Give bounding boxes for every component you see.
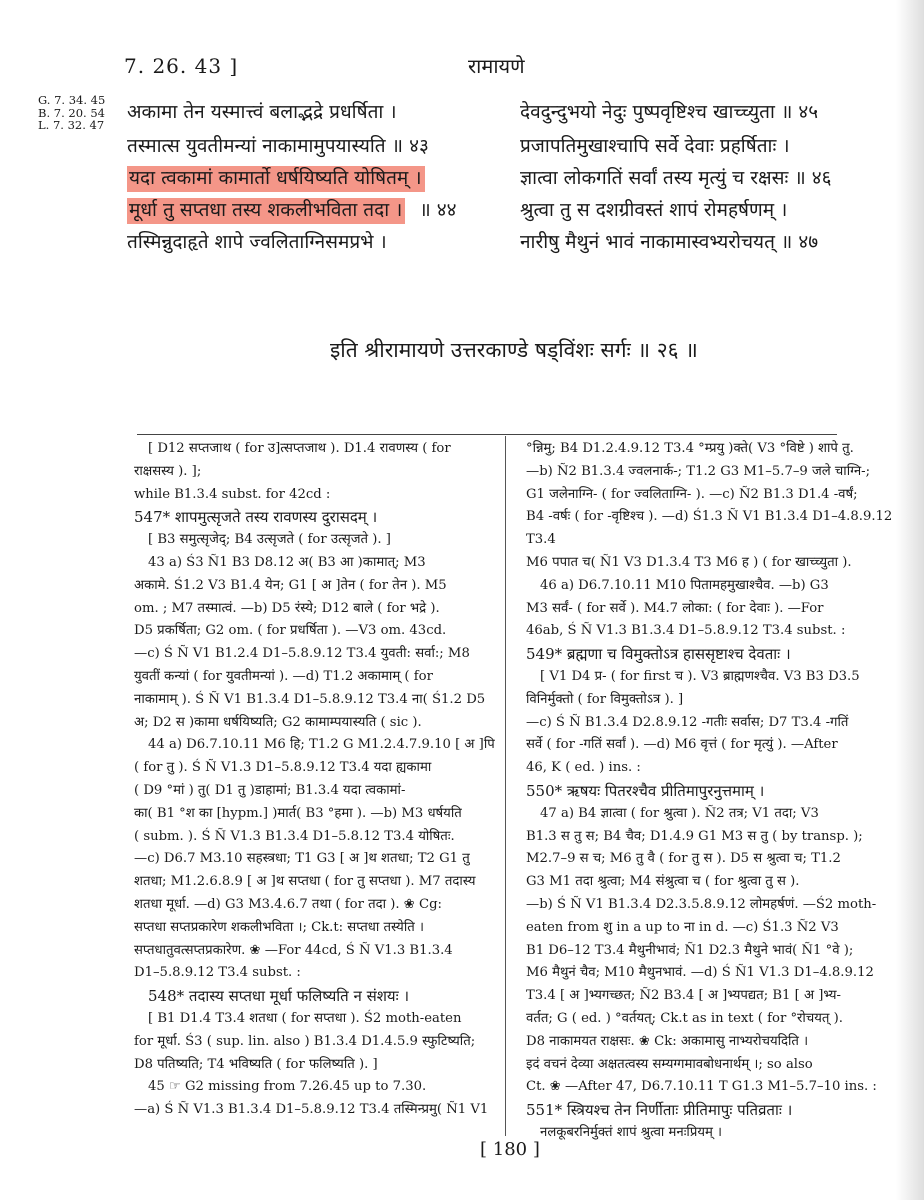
verse-number: ॥ ४४ <box>419 199 457 221</box>
note-line: for मूर्धा. Ś3 ( sup. lin. also ) B1.3.4 D1.4.5.9 स्फुटिष्यति; <box>134 1033 476 1049</box>
note-line: D1–5.8.9.12 T3.4 subst. : <box>134 965 301 981</box>
note-line: वर्तत; G ( ed. ) °वर्तयत्; Ck.t as in text ( for °रोचयत् ). <box>526 1010 843 1026</box>
section-reference: 7. 26. 43 ] <box>124 54 239 78</box>
note-line: [ B1 D1.4 T3.4 शतधा ( for सप्तधा ). Ś2 moth-eaten <box>148 1010 462 1026</box>
note-line: M3 सर्वं- ( for सर्वे ). M4.7 लोका: ( for देवाः ). —For <box>526 600 824 616</box>
note-line: 47 a) B4 ज्ञात्वा ( for श्रुत्वा ). Ñ2 तत्र; V1 तदा; V3 <box>540 805 819 821</box>
running-title: रामायणे <box>468 54 525 78</box>
note-line: D8 नाकामयत राक्षसः. ❀ Ck: अकामासु नाभ्यरोचयदिति । <box>526 1033 809 1049</box>
note-line: का( B1 °श का [hypm.] )मार्त( B3 °हमा ). —b) M3 धर्षयति <box>134 805 462 821</box>
highlight-mark: मूर्धा तु सप्तधा तस्य शकलीभविता तदा । <box>127 198 405 224</box>
note-line: B1 D6–12 T3.4 मैथुनीभावं; Ñ1 D2.3 मैथुने भावं( Ñ1 °वे ); <box>526 942 854 958</box>
note-line: 46, K ( ed. ) ins. : <box>526 760 641 776</box>
note-line: 45 ☞ G2 missing from 7.26.45 up to 7.30. <box>148 1079 427 1095</box>
note-line: इदं वचनं देव्या अक्षतत्वस्य सम्यग्गमावबोधनार्थम् ।; so also <box>526 1056 813 1072</box>
insertion-line: 547* शापमुत्सृजते तस्य रावणस्य दुरासदम् । <box>134 508 378 527</box>
note-line: G3 M1 तदा श्रुत्वा; M4 संश्रुत्वा च ( for श्रुत्वा तु स ). <box>526 874 800 890</box>
note-line: M6 मैथुनं चैव; M10 मैथुनभावं. —d) Ś Ñ1 V1.3 D1–4.8.9.12 <box>526 965 874 981</box>
column-divider <box>505 436 506 1136</box>
note-line: विनिर्मुक्तो ( for विमुक्तोऽत्र ). ] <box>526 691 684 707</box>
verse-line: अकामा तेन यस्मात्त्वं बलाद्भद्रे प्रधर्षिता । <box>127 101 397 123</box>
verse-line: तस्मिन्नुदाहृते शापे ज्वलिताग्निसमप्रभे । <box>127 231 387 253</box>
note-line: —c) Ś Ñ B1.3.4 D2.8.9.12 -गतीः सर्वास; D7 T3.4 -गतिं <box>526 714 849 730</box>
note-line: °न्निमु; B4 D1.2.4.9.12 T3.4 °म्प्रयु )क्ते( V3 °विष्टे ) शापे तु. <box>526 441 854 456</box>
note-line: 46 a) D6.7.10.11 M10 पितामहमुखाश्चैव. —b) G3 <box>540 577 829 593</box>
note-line: B1.3 स तु स; B4 चैव; D1.4.9 G1 M3 स तु ( by transp. ); <box>526 828 863 844</box>
verse-line: नारीषु मैथुनं भावं नाकामास्वभ्यरोचयत् ॥ ४७ <box>520 231 819 253</box>
siglum: G. 7. 34. 45 <box>38 93 106 107</box>
note-line: ( D9 °मां ) तु( D1 तु )डाहामां; B1.3.4 यदा त्वकामां- <box>134 782 406 798</box>
note-line: —b) Ś Ñ V1 B1.3.4 D2.3.5.8.9.12 लोमहर्षणं. —Ś2 moth- <box>526 896 877 912</box>
verse-line: ज्ञात्वा लोकगतिं सर्वां तस्य मृत्युं च रक्षसः ॥ ४६ <box>520 167 832 189</box>
note-line: om. ; M7 तस्मात्वं. —b) D5 रंस्ये; D12 बाले ( for भद्रे ). <box>134 600 440 616</box>
note-line: शतधा; M1.2.6.8.9 [ अ ]थ सप्तधा ( for तु सप्तधा ). M7 तदास्य <box>134 874 476 890</box>
note-line: 46ab, Ś Ñ V1.3 B1.3.4 D1–5.8.9.12 T3.4 subst. : <box>526 623 846 639</box>
page-number: [ 180 ] <box>480 1139 540 1160</box>
verse-line: तस्मात्स युवतीमन्यां नाकामामुपयास्यति ॥ ४३ <box>127 135 429 157</box>
note-line: नाकामाम् ). Ś Ñ V1 B1.3.4 D1–5.8.9.12 T3.4 ना( Ś1.2 D5 <box>134 691 486 707</box>
note-line: T3.4 [ अ ]भ्यगच्छत; Ñ2 B3.4 [ अ ]भ्यपद्यत; B1 [ अ ]भ्य- <box>526 988 841 1004</box>
note-line: 43 a) Ś3 Ñ1 B3 D8.12 अ( B3 आ )कामात्; M3 <box>148 554 426 570</box>
note-line: G1 जलेनाग्नि- ( for ज्वलिताग्नि- ). —c) Ñ2 B1.3 D1.4 -वर्षं; <box>526 486 858 502</box>
note-line: —a) Ś Ñ V1.3 B1.3.4 D1–5.8.9.12 T3.4 तस्मिन्प्रमु( Ñ1 V1 <box>134 1102 489 1118</box>
note-line: —c) Ś Ñ V1 B1.2.4 D1–5.8.9.12 T3.4 युवती: सर्वा:; M8 <box>134 646 470 662</box>
note-line: eaten from शु in a up to ना in d. —c) Ś1.3 Ñ2 V3 <box>526 919 839 935</box>
note-line: M6 पपात च( Ñ1 V3 D1.3.4 T3 M6 ह ) ( for खाच्च्युता ). <box>526 554 852 570</box>
insertion-line: 551* स्त्रियश्च तेन निर्णीताः प्रीतिमापुः पतिव्रताः । <box>526 1101 793 1120</box>
note-line: सर्वे ( for -गतिं सर्वां ). —d) M6 वृत्तं ( for मृत्युं ). —After <box>526 737 838 753</box>
note-line: राक्षसस्य ). ]; <box>134 463 202 479</box>
note-line: [ B3 समुत्सृजेद्; B4 उत्सृजते ( for उत्सृजते ). ] <box>148 532 391 548</box>
note-line: युवतीं कन्यां ( for युवतीमन्यां ). —d) T1.2 अकामाम् ( for <box>134 668 433 684</box>
note-line: 44 a) D6.7.10.11 M6 हि; T1.2 G M1.2.4.7.9.10 [ अ ]पि <box>148 737 495 753</box>
verse-line: प्रजापतिमुखाश्चापि सर्वे देवाः प्रहर्षिताः । <box>520 135 790 157</box>
verse-line-highlighted <box>127 196 457 222</box>
insertion-line: 549* ब्रह्मणा च विमुक्तोऽत्र हाससृष्टाश्च देवताः । <box>526 645 791 664</box>
concordance-sigla <box>38 94 105 132</box>
chapter-colophon: इति श्रीरामायणे उत्तरकाण्डे षड्विंशः सर्गः ॥ २६ ॥ <box>330 338 698 362</box>
note-line: सप्तधा सप्तप्रकारेण शकलीभविता ।; Ck.t: सप्तधा तस्येति । <box>134 919 424 935</box>
note-line: अ; D2 स )कामा धर्षयिष्यति; G2 कामाम्पयास्यति ( sic ). <box>134 714 422 730</box>
note-line: —c) D6.7 M3.10 सहस्त्रधा; T1 G3 [ अ ]थ शतधा; T2 G1 तु <box>134 851 470 867</box>
apparatus-right <box>526 438 906 1145</box>
note-line: नलकूबरनिर्मुक्तं शापं श्रुत्वा मनःप्रियम् । <box>540 1124 723 1140</box>
note-line: [ V1 D4 प्र- ( for first च ). V3 ब्राह्मणश्चैव. V3 B3 D3.5 <box>540 668 860 684</box>
siglum: L. 7. 32. 47 <box>38 118 105 132</box>
apparatus-left <box>134 438 500 1122</box>
note-line: B4 -वर्षः ( for -वृष्टिश्च ). —d) Ś1.3 Ñ V1 B1.3.4 D1–4.8.9.12 T3.4 <box>526 509 893 548</box>
note-line: —b) Ñ2 B1.3.4 ज्वलनार्क-; T1.2 G3 M1–5.7–9 जले चाग्नि-; <box>526 463 871 479</box>
note-line: D8 पतिष्यति; T4 भविष्यति ( for फलिष्यति ). ] <box>134 1056 378 1072</box>
verse-line: देवदुन्दुभयो नेदुः पुष्पवृष्टिश्च खाच्च्युता ॥ ४५ <box>520 101 819 123</box>
note-line: अकामे. Ś1.2 V3 B1.4 येन; G1 [ अ ]तेन ( for तेन ). M5 <box>134 577 447 593</box>
verse-line-highlighted <box>127 164 425 190</box>
note-line: ( subm. ). Ś Ñ V1.3 B1.3.4 D1–5.8.12 T3.4 योषितः. <box>134 828 455 844</box>
siglum: B. 7. 20. 54 <box>38 105 105 120</box>
note-line: सप्तधातुवत्सप्तप्रकारेण. ❀ —For 44cd, Ś Ñ V1.3 B1.3.4 <box>134 942 453 958</box>
insertion-line: 550* ऋषयः पितरश्चैव प्रीतिमापुरनुत्तमाम् । <box>526 781 765 800</box>
note-line: Ct. ❀ —After 47, D6.7.10.11 T G1.3 M1–5.7–10 ins. : <box>526 1079 877 1095</box>
highlight-mark: यदा त्वकामां कामार्तो धर्षयिष्यति योषितम् । <box>127 166 425 192</box>
note-line: while B1.3.4 subst. for 42cd : <box>134 486 331 502</box>
note-line: D5 प्रकर्षिता; G2 om. ( for प्रधर्षिता ). —V3 om. 43cd. <box>134 623 447 639</box>
horizontal-rule <box>137 434 837 435</box>
verse-line: श्रुत्वा तु स दशग्रीवस्तं शापं रोमहर्षणम् । <box>520 199 788 221</box>
note-line: शतधा मूर्धा. —d) G3 M3.4.6.7 तथा ( for तदा ). ❀ Cg: <box>134 896 442 912</box>
insertion-line: 548* तदास्य सप्तधा मूर्धा फलिष्यति न संशयः । <box>148 987 410 1006</box>
note-line: [ D12 सप्तजाथ ( for उ]त्सप्तजाथ ). D1.4 रावणस्य ( for <box>148 441 451 456</box>
note-line: ( for तु ). Ś Ñ V1.3 D1–5.8.9.12 T3.4 यदा ह्यकामा <box>134 760 432 776</box>
note-line: M2.7–9 स च; M6 तु वै ( for तु स ). D5 स श्रुत्वा च; T1.2 <box>526 851 841 867</box>
